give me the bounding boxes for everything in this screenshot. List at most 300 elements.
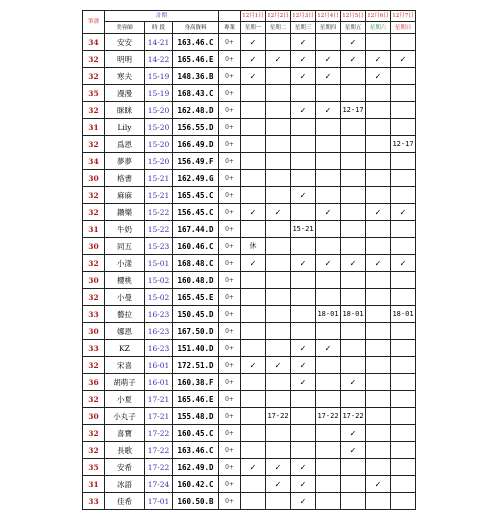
table-row xyxy=(83,425,416,442)
day-cell-checkbox: ✓ xyxy=(316,51,341,68)
day-cell: 休 xyxy=(241,238,266,255)
teacher-name-cell: Lily xyxy=(105,119,145,136)
size-cell: 33 xyxy=(83,493,105,510)
time-slot-cell: 15-19 xyxy=(145,85,173,102)
day-cell xyxy=(291,391,316,408)
day-cell-checkbox: ✓ xyxy=(366,204,391,221)
day-cell-checkbox: ✓ xyxy=(266,476,291,493)
day-cell xyxy=(366,34,391,51)
day-cell xyxy=(341,119,366,136)
teacher-name-cell: 爲恩 xyxy=(105,136,145,153)
day-cell xyxy=(316,85,341,102)
day-cell xyxy=(391,340,416,357)
size-cell: 34 xyxy=(83,34,105,51)
teacher-name-cell: 佳希 xyxy=(105,493,145,510)
day-cell xyxy=(266,272,291,289)
day-cell xyxy=(266,289,291,306)
day-cell-checkbox: ✓ xyxy=(266,51,291,68)
note-cell: 0+ xyxy=(219,374,241,391)
day-cell-checkbox: ✓ xyxy=(291,357,316,374)
day-cell xyxy=(341,221,366,238)
size-cell: 31 xyxy=(83,476,105,493)
note-cell: 0+ xyxy=(219,68,241,85)
day-cell xyxy=(341,68,366,85)
day-cell: 15-21 xyxy=(291,221,316,238)
teacher-name-cell: 牛奶 xyxy=(105,221,145,238)
time-slot-cell: 15-21 xyxy=(145,187,173,204)
day-cell xyxy=(241,102,266,119)
day-cell xyxy=(241,323,266,340)
stats-cell: 165.45.C xyxy=(173,187,219,204)
size-cell: 32 xyxy=(83,289,105,306)
note-cell: 0+ xyxy=(219,153,241,170)
note-header: 專業 xyxy=(219,22,241,34)
schedule-sheet xyxy=(82,10,415,510)
size-cell: 32 xyxy=(83,357,105,374)
day-cell-checkbox: ✓ xyxy=(391,204,416,221)
size-cell: 32 xyxy=(83,204,105,221)
note-cell: 0+ xyxy=(219,493,241,510)
corner-label: 筆譯 xyxy=(83,11,105,34)
day-cell xyxy=(266,306,291,323)
day-cell xyxy=(241,187,266,204)
day-cell xyxy=(291,425,316,442)
day-cell xyxy=(241,119,266,136)
day-cell xyxy=(366,357,391,374)
stats-cell: 166.49.D xyxy=(173,136,219,153)
day-cell xyxy=(366,323,391,340)
day-cell xyxy=(391,391,416,408)
day-cell xyxy=(366,493,391,510)
day-cell xyxy=(366,221,391,238)
day-cell xyxy=(316,272,341,289)
note-cell: 0+ xyxy=(219,136,241,153)
day-cell xyxy=(291,408,316,425)
day-cell xyxy=(341,170,366,187)
note-cell: 0+ xyxy=(219,442,241,459)
day-cell xyxy=(366,102,391,119)
size-cell: 36 xyxy=(83,374,105,391)
day-cell xyxy=(266,136,291,153)
table-row xyxy=(83,170,416,187)
teacher-name-cell: 喜寶 xyxy=(105,425,145,442)
day-cell xyxy=(366,459,391,476)
note-cell: 0+ xyxy=(219,102,241,119)
day-cell-checkbox: ✓ xyxy=(391,255,416,272)
stats-cell: 165.46.E xyxy=(173,391,219,408)
day-cell-checkbox: ✓ xyxy=(391,51,416,68)
day-cell-checkbox: ✓ xyxy=(291,68,316,85)
teacher-name-cell: 安安 xyxy=(105,34,145,51)
size-cell: 30 xyxy=(83,323,105,340)
day-cell xyxy=(241,85,266,102)
stats-cell: 160.48.D xyxy=(173,272,219,289)
size-cell: 31 xyxy=(83,119,105,136)
teacher-name-cell: 漫漫 xyxy=(105,85,145,102)
teacher-name-cell: 藝拉 xyxy=(105,306,145,323)
day-cell xyxy=(316,221,341,238)
day-cell xyxy=(316,119,341,136)
time-slot-cell: 15-01 xyxy=(145,255,173,272)
day-cell xyxy=(391,408,416,425)
day-cell xyxy=(366,187,391,204)
teacher-header: 美容師 xyxy=(105,22,145,34)
time-slot-cell: 17-21 xyxy=(145,391,173,408)
day-cell xyxy=(341,85,366,102)
teacher-name-cell: 長歌 xyxy=(105,442,145,459)
day-cell-checkbox: ✓ xyxy=(291,476,316,493)
stats-cell: 162.49.D xyxy=(173,459,219,476)
note-cell: 0+ xyxy=(219,289,241,306)
day-cell xyxy=(316,170,341,187)
day-cell xyxy=(316,442,341,459)
day-cell xyxy=(266,34,291,51)
day-cell: 17-22 xyxy=(316,408,341,425)
teacher-name-cell: 小漾 xyxy=(105,255,145,272)
stats-cell: 160.50.B xyxy=(173,493,219,510)
day-cell xyxy=(291,85,316,102)
day-cell xyxy=(266,442,291,459)
table-row xyxy=(83,255,416,272)
day-header-2: 星期三 xyxy=(291,22,316,34)
table-row xyxy=(83,238,416,255)
day-cell xyxy=(366,85,391,102)
table-row xyxy=(83,289,416,306)
day-cell xyxy=(366,391,391,408)
teacher-name-cell: 格書 xyxy=(105,170,145,187)
note-cell: 0+ xyxy=(219,255,241,272)
time-slot-cell: 15-23 xyxy=(145,238,173,255)
table-row xyxy=(83,204,416,221)
day-cell xyxy=(391,170,416,187)
day-cell-checkbox: ✓ xyxy=(316,255,341,272)
day-cell xyxy=(341,340,366,357)
day-cell-checkbox: ✓ xyxy=(316,204,341,221)
stats-cell: 163.46.C xyxy=(173,34,219,51)
day-header-0: 星期一 xyxy=(241,22,266,34)
day-cell xyxy=(366,289,391,306)
table-row xyxy=(83,272,416,289)
time-slot-cell: 14-22 xyxy=(145,51,173,68)
table-row xyxy=(83,102,416,119)
table-row xyxy=(83,68,416,85)
schedule-rows xyxy=(83,34,416,510)
day-cell: 17-22 xyxy=(266,408,291,425)
stats-cell: 156.55.D xyxy=(173,119,219,136)
day-cell-checkbox: ✓ xyxy=(366,51,391,68)
table-row xyxy=(83,476,416,493)
day-cell-checkbox: ✓ xyxy=(266,357,291,374)
day-cell-checkbox: ✓ xyxy=(316,102,341,119)
table-row xyxy=(83,493,416,510)
day-cell xyxy=(391,442,416,459)
stats-cell: 150.45.D xyxy=(173,306,219,323)
day-cell xyxy=(366,153,391,170)
day-cell xyxy=(291,272,316,289)
time-slot-cell: 17-24 xyxy=(145,476,173,493)
day-cell: 18-01 xyxy=(391,306,416,323)
note-cell: 0+ xyxy=(219,391,241,408)
day-cell-checkbox: ✓ xyxy=(291,340,316,357)
day-cell-checkbox: ✓ xyxy=(291,255,316,272)
time-slot-cell: 15-22 xyxy=(145,221,173,238)
day-cell-checkbox: ✓ xyxy=(366,68,391,85)
teacher-name-cell: 小夏 xyxy=(105,391,145,408)
time-header: 時 段 xyxy=(145,22,173,34)
day-cell xyxy=(391,289,416,306)
teacher-name-cell: KZ xyxy=(105,340,145,357)
time-slot-cell: 17-01 xyxy=(145,493,173,510)
day-cell xyxy=(366,272,391,289)
stats-cell: 160.45.C xyxy=(173,425,219,442)
day-cell xyxy=(341,459,366,476)
day-cell-checkbox: ✓ xyxy=(341,34,366,51)
day-cell xyxy=(366,408,391,425)
time-slot-cell: 15-20 xyxy=(145,102,173,119)
time-slot-cell: 15-20 xyxy=(145,136,173,153)
note-cell: 0+ xyxy=(219,221,241,238)
day-cell xyxy=(341,476,366,493)
day-cell-checkbox: ✓ xyxy=(366,476,391,493)
day-cell: 18-01 xyxy=(341,306,366,323)
table-row xyxy=(83,442,416,459)
day-cell xyxy=(266,493,291,510)
day-cell xyxy=(366,170,391,187)
day-cell xyxy=(241,425,266,442)
day-cell xyxy=(316,289,341,306)
day-header-6: 星期日 xyxy=(391,22,416,34)
day-cell xyxy=(266,340,291,357)
day-cell xyxy=(341,187,366,204)
day-cell xyxy=(341,357,366,374)
day-cell xyxy=(316,374,341,391)
stats-cell: 167.44.D xyxy=(173,221,219,238)
day-cell-checkbox: ✓ xyxy=(291,374,316,391)
day-cell xyxy=(391,459,416,476)
stats-cell: 151.40.D xyxy=(173,340,219,357)
table-row xyxy=(83,323,416,340)
table-row xyxy=(83,85,416,102)
day-cell xyxy=(291,136,316,153)
day-cell xyxy=(241,306,266,323)
day-cell xyxy=(341,136,366,153)
day-cell xyxy=(291,238,316,255)
date-header-2: 12月3日 xyxy=(291,11,316,22)
note-cell: 0+ xyxy=(219,306,241,323)
day-cell-checkbox: ✓ xyxy=(241,51,266,68)
day-cell xyxy=(241,408,266,425)
day-cell xyxy=(391,85,416,102)
day-cell xyxy=(391,493,416,510)
note-cell: 0+ xyxy=(219,51,241,68)
size-cell: 30 xyxy=(83,272,105,289)
day-cell xyxy=(391,34,416,51)
day-cell xyxy=(391,374,416,391)
day-cell-checkbox: ✓ xyxy=(341,442,366,459)
size-cell: 32 xyxy=(83,136,105,153)
day-cell xyxy=(391,102,416,119)
day-cell xyxy=(291,442,316,459)
stats-cell: 160.46.C xyxy=(173,238,219,255)
day-cell-checkbox: ✓ xyxy=(241,357,266,374)
stats-cell: 160.42.C xyxy=(173,476,219,493)
day-cell-checkbox: ✓ xyxy=(291,187,316,204)
day-cell xyxy=(241,493,266,510)
time-slot-cell: 16-23 xyxy=(145,340,173,357)
teacher-name-cell: 小曼 xyxy=(105,289,145,306)
table-row xyxy=(83,51,416,68)
day-cell xyxy=(341,272,366,289)
day-cell xyxy=(391,68,416,85)
note-cell: 0+ xyxy=(219,476,241,493)
table-row xyxy=(83,221,416,238)
day-cell xyxy=(266,425,291,442)
size-cell: 32 xyxy=(83,187,105,204)
teacher-name-cell: 同五 xyxy=(105,238,145,255)
size-cell: 32 xyxy=(83,51,105,68)
note-cell: 0+ xyxy=(219,204,241,221)
teacher-name-cell: 胡萌子 xyxy=(105,374,145,391)
day-header-5: 星期六 xyxy=(366,22,391,34)
table-row xyxy=(83,153,416,170)
size-cell: 32 xyxy=(83,391,105,408)
schedule-table xyxy=(82,10,416,510)
day-cell xyxy=(291,323,316,340)
day-cell xyxy=(366,374,391,391)
day-cell xyxy=(391,272,416,289)
time-slot-cell: 16-01 xyxy=(145,374,173,391)
table-row xyxy=(83,136,416,153)
stats-cell: 156.49.F xyxy=(173,153,219,170)
table-row xyxy=(83,357,416,374)
day-cell xyxy=(291,289,316,306)
day-cell-checkbox: ✓ xyxy=(341,374,366,391)
day-cell xyxy=(341,238,366,255)
date-header-3: 12月4日 xyxy=(316,11,341,22)
note-header-top xyxy=(219,11,241,22)
day-cell-checkbox: ✓ xyxy=(341,51,366,68)
teacher-name-cell: 娜恩 xyxy=(105,323,145,340)
stats-cell: 160.38.F xyxy=(173,374,219,391)
day-cell-checkbox: ✓ xyxy=(291,34,316,51)
day-cell: 12-17 xyxy=(391,136,416,153)
day-cell xyxy=(366,340,391,357)
day-cell xyxy=(241,272,266,289)
stats-cell: 168.43.C xyxy=(173,85,219,102)
note-cell: 0+ xyxy=(219,459,241,476)
date-header-0: 12月1日 xyxy=(241,11,266,22)
time-slot-cell: 15-20 xyxy=(145,119,173,136)
stats-cell: 168.48.C xyxy=(173,255,219,272)
day-cell: 18-01 xyxy=(316,306,341,323)
size-cell: 32 xyxy=(83,102,105,119)
teacher-name-cell: 小丸子 xyxy=(105,408,145,425)
day-cell-checkbox: ✓ xyxy=(316,340,341,357)
note-cell: 0+ xyxy=(219,85,241,102)
day-cell xyxy=(341,493,366,510)
day-cell xyxy=(241,170,266,187)
day-cell xyxy=(241,391,266,408)
table-row xyxy=(83,340,416,357)
day-cell xyxy=(391,357,416,374)
stats-cell: 162.49.G xyxy=(173,170,219,187)
day-cell xyxy=(366,425,391,442)
day-cell xyxy=(266,238,291,255)
day-cell-checkbox: ✓ xyxy=(316,68,341,85)
day-cell xyxy=(316,136,341,153)
teacher-name-cell: 安希 xyxy=(105,459,145,476)
day-cell xyxy=(391,221,416,238)
teacher-name-cell: 冰語 xyxy=(105,476,145,493)
stats-cell: 172.51.D xyxy=(173,357,219,374)
day-cell xyxy=(391,323,416,340)
time-slot-cell: 16-23 xyxy=(145,306,173,323)
day-cell xyxy=(266,391,291,408)
stats-cell: 155.48.D xyxy=(173,408,219,425)
size-cell: 32 xyxy=(83,255,105,272)
teacher-name-cell: 眯眯 xyxy=(105,102,145,119)
day-cell-checkbox: ✓ xyxy=(291,459,316,476)
day-cell-checkbox: ✓ xyxy=(241,459,266,476)
day-cell xyxy=(266,85,291,102)
size-cell: 33 xyxy=(83,340,105,357)
stats-cell: 156.45.C xyxy=(173,204,219,221)
day-cell xyxy=(266,102,291,119)
time-slot-cell: 15-22 xyxy=(145,204,173,221)
day-cell: 12-17 xyxy=(341,102,366,119)
date-header-1: 12月2日 xyxy=(266,11,291,22)
size-cell: 32 xyxy=(83,425,105,442)
size-cell: 35 xyxy=(83,459,105,476)
day-cell xyxy=(266,323,291,340)
time-slot-cell: 14-21 xyxy=(145,34,173,51)
day-cell-checkbox: ✓ xyxy=(266,204,291,221)
day-cell xyxy=(366,119,391,136)
note-cell: 0+ xyxy=(219,323,241,340)
time-slot-cell: 16-23 xyxy=(145,323,173,340)
day-cell xyxy=(241,136,266,153)
day-cell xyxy=(291,153,316,170)
day-cell xyxy=(266,187,291,204)
note-cell: 0+ xyxy=(219,238,241,255)
time-slot-cell: 15-20 xyxy=(145,153,173,170)
size-cell: 32 xyxy=(83,68,105,85)
time-slot-cell: 16-01 xyxy=(145,357,173,374)
day-cell xyxy=(291,306,316,323)
day-cell xyxy=(316,34,341,51)
day-cell-checkbox: ✓ xyxy=(341,425,366,442)
date-header-4: 12月5日 xyxy=(341,11,366,22)
note-cell: 0+ xyxy=(219,34,241,51)
group-label: 計期 xyxy=(105,11,219,22)
day-cell xyxy=(341,153,366,170)
day-cell-checkbox: ✓ xyxy=(241,68,266,85)
day-cell-checkbox: ✓ xyxy=(241,34,266,51)
size-cell: 30 xyxy=(83,408,105,425)
table-row xyxy=(83,408,416,425)
time-slot-cell: 17-22 xyxy=(145,425,173,442)
note-cell: 0+ xyxy=(219,170,241,187)
time-slot-cell: 17-21 xyxy=(145,408,173,425)
day-cell-checkbox: ✓ xyxy=(291,102,316,119)
day-cell xyxy=(316,493,341,510)
day-header-4: 星期五 xyxy=(341,22,366,34)
day-cell xyxy=(316,323,341,340)
day-cell xyxy=(291,204,316,221)
note-cell: 0+ xyxy=(219,187,241,204)
day-cell xyxy=(316,391,341,408)
day-cell xyxy=(241,153,266,170)
